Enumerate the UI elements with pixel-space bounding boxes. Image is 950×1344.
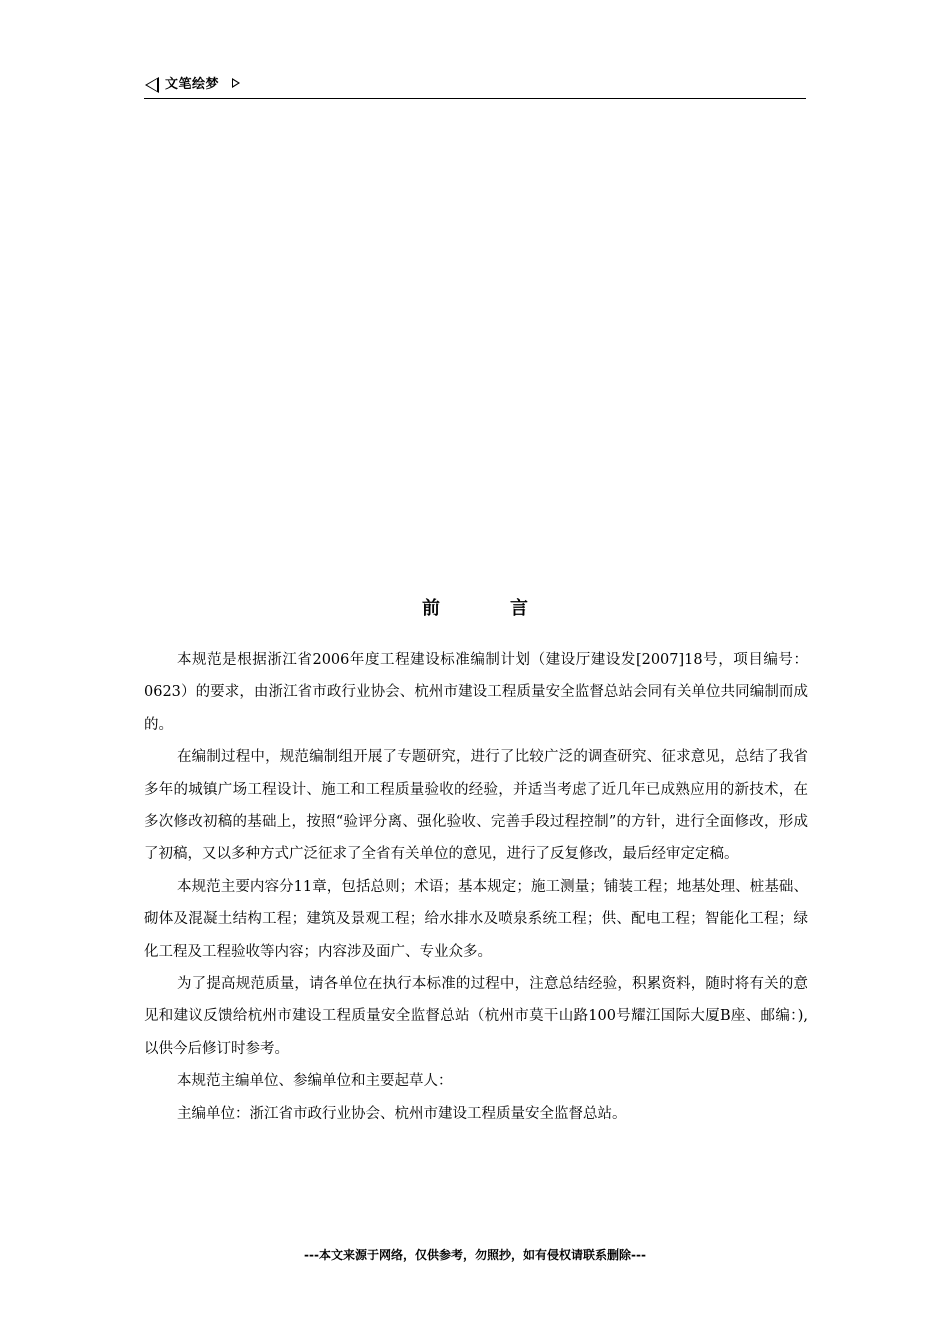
paragraph: 为了提高规范质量，请各单位在执行本标准的过程中，注意总结经验，积累资料，随时将有关的意见和建议反馈给杭州市建设工程质量安全监督总站（杭州市莫干山路100号耀江国际大厦B座、邮编：),以供今后修订时参考。 xyxy=(144,976,808,1057)
paragraph: 在编制过程中，规范编制组开展了专题研究，进行了比较广泛的调查研究、征求意见，总结了我省多年的城镇广场工程设计、施工和工程质量验收的经验，并适当考虑了近几年已成熟应用的新技术，在多次修改初稿的基础上，按照“验评分离、强化验收、完善手段过程控制”的方针，进行全面修改，形成了初稿，又以多种方式广泛征求了全省有关单位的意见，进行了反复修改，最后经审定定稿。 xyxy=(144,749,808,863)
page-header xyxy=(144,74,806,99)
header-brand: 文笔绘梦 xyxy=(165,77,220,92)
section-title: 前言 xyxy=(422,598,598,619)
paragraph: 主编单位：浙江省市政行业协会、杭州市建设工程质量安全监督总站。 xyxy=(177,1105,627,1122)
triangle-right-icon xyxy=(232,78,240,88)
paragraph: 本规范主要内容分11章，包括总则；术语；基本规定；施工测量；铺装工程；地基处理、桩基础、砌体及混凝土结构工程；建筑及景观工程；给水排水及喷泉系统工程；供、配电工程；智能化工程；绿化工程及工程验收等内容；内容涉及面广、专业众多。 xyxy=(144,878,808,960)
paragraph: 本规范是根据浙江省2006年度工程建设标准编制计划（建设厅建设发[2007]18号，项目编号：0623）的要求，由浙江省市政行业协会、杭州市建设工程质量安全监督总站会同有关单位共同编制而成的。 xyxy=(144,652,808,733)
paragraph: 本规范主编单位、参编单位和主要起草人： xyxy=(177,1073,453,1090)
footer-notice: ---本文来源于网络，仅供参考，勿照抄，如有侵权请联系删除--- xyxy=(304,1248,646,1262)
triangle-left-icon xyxy=(145,77,159,93)
preface-body xyxy=(144,644,808,1130)
